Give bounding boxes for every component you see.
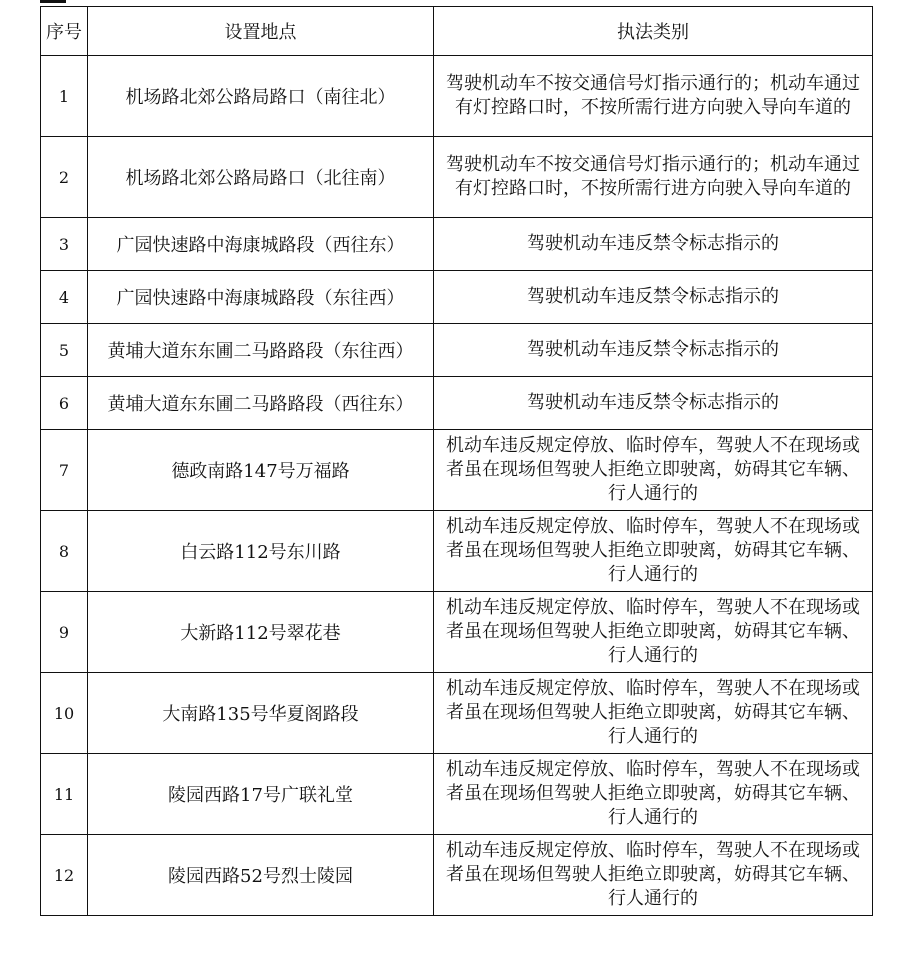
header-location: 设置地点 xyxy=(88,7,434,56)
row-category: 机动车违反规定停放、临时停车，驾驶人不在现场或者虽在现场但驾驶人拒绝立即驶离，妨碍其它车辆、行人通行的 xyxy=(434,754,873,835)
table-row xyxy=(41,511,873,592)
row-category: 驾驶机动车违反禁令标志指示的 xyxy=(434,377,873,430)
row-no: 8 xyxy=(41,511,88,592)
row-category: 机动车违反规定停放、临时停车，驾驶人不在现场或者虽在现场但驾驶人拒绝立即驶离，妨碍其它车辆、行人通行的 xyxy=(434,430,873,511)
row-location: 黄埔大道东东圃二马路路段（西往东） xyxy=(88,377,434,430)
row-location: 广园快速路中海康城路段（西往东） xyxy=(88,218,434,271)
row-no: 7 xyxy=(41,430,88,511)
row-category: 机动车违反规定停放、临时停车，驾驶人不在现场或者虽在现场但驾驶人拒绝立即驶离，妨碍其它车辆、行人通行的 xyxy=(434,592,873,673)
table-row xyxy=(41,673,873,754)
table-row xyxy=(41,271,873,324)
row-location: 陵园西路52号烈士陵园 xyxy=(88,835,434,916)
table-row xyxy=(41,377,873,430)
row-category: 驾驶机动车不按交通信号灯指示通行的；机动车通过有灯控路口时，不按所需行进方向驶入导向车道的 xyxy=(434,56,873,137)
table-row xyxy=(41,137,873,218)
row-location: 广园快速路中海康城路段（东往西） xyxy=(88,271,434,324)
row-location: 白云路112号东川路 xyxy=(88,511,434,592)
row-category: 机动车违反规定停放、临时停车，驾驶人不在现场或者虽在现场但驾驶人拒绝立即驶离，妨碍其它车辆、行人通行的 xyxy=(434,673,873,754)
row-no: 2 xyxy=(41,137,88,218)
row-location: 大新路112号翠花巷 xyxy=(88,592,434,673)
row-location: 机场路北郊公路局路口（北往南） xyxy=(88,137,434,218)
row-no: 3 xyxy=(41,218,88,271)
header-category: 执法类别 xyxy=(434,7,873,56)
row-no: 12 xyxy=(41,835,88,916)
row-no: 1 xyxy=(41,56,88,137)
row-location: 黄埔大道东东圃二马路路段（东往西） xyxy=(88,324,434,377)
row-location: 陵园西路17号广联礼堂 xyxy=(88,754,434,835)
row-no: 11 xyxy=(41,754,88,835)
table-row xyxy=(41,754,873,835)
row-no: 4 xyxy=(41,271,88,324)
header-no: 序号 xyxy=(41,7,88,56)
row-category: 驾驶机动车不按交通信号灯指示通行的；机动车通过有灯控路口时，不按所需行进方向驶入导向车道的 xyxy=(434,137,873,218)
table-row xyxy=(41,56,873,137)
row-location: 机场路北郊公路局路口（南往北） xyxy=(88,56,434,137)
table-row xyxy=(41,835,873,916)
row-no: 10 xyxy=(41,673,88,754)
row-no: 9 xyxy=(41,592,88,673)
table-row xyxy=(41,430,873,511)
row-category: 驾驶机动车违反禁令标志指示的 xyxy=(434,218,873,271)
row-category: 驾驶机动车违反禁令标志指示的 xyxy=(434,324,873,377)
enforcement-table xyxy=(40,6,873,916)
row-category: 机动车违反规定停放、临时停车，驾驶人不在现场或者虽在现场但驾驶人拒绝立即驶离，妨碍其它车辆、行人通行的 xyxy=(434,511,873,592)
row-category: 驾驶机动车违反禁令标志指示的 xyxy=(434,271,873,324)
row-location: 德政南路147号万福路 xyxy=(88,430,434,511)
row-no: 6 xyxy=(41,377,88,430)
table-row xyxy=(41,324,873,377)
table-row xyxy=(41,218,873,271)
row-category: 机动车违反规定停放、临时停车，驾驶人不在现场或者虽在现场但驾驶人拒绝立即驶离，妨碍其它车辆、行人通行的 xyxy=(434,835,873,916)
table-row xyxy=(41,592,873,673)
row-no: 5 xyxy=(41,324,88,377)
top-edge-mark xyxy=(40,0,66,3)
header-row xyxy=(41,7,873,56)
row-location: 大南路135号华夏阁路段 xyxy=(88,673,434,754)
